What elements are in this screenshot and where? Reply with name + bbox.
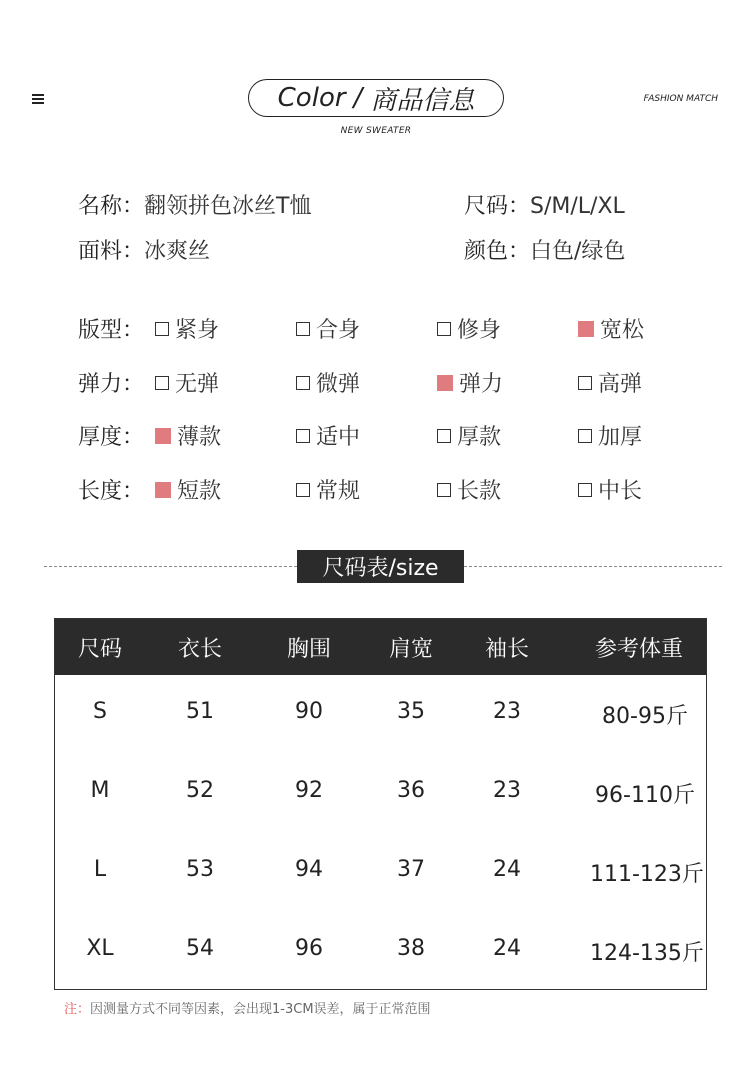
table-cell: S <box>93 699 107 724</box>
product-size <box>464 189 625 220</box>
checkbox-icon[interactable] <box>296 429 310 443</box>
tagline: FASHION MATCH <box>643 94 718 104</box>
product-color <box>464 234 625 265</box>
checkbox-icon[interactable] <box>437 429 451 443</box>
attribute-label: 厚度： <box>78 425 145 450</box>
product-size-label: 尺码： <box>464 194 531 219</box>
checkbox-icon[interactable] <box>296 376 310 390</box>
product-name-label: 名称： <box>78 194 145 219</box>
attribute-option[interactable] <box>437 313 501 344</box>
subtitle: NEW SWEATER <box>340 126 412 136</box>
checked-box-icon[interactable] <box>578 321 594 337</box>
table-cell: 96 <box>295 936 323 961</box>
table-cell: 36 <box>397 778 425 803</box>
product-color-value: 白色/绿色 <box>530 239 626 264</box>
menu-icon[interactable] <box>32 94 44 104</box>
product-size-value: S/M/L/XL <box>530 194 625 219</box>
table-cell: 35 <box>397 699 425 724</box>
attribute-label: 弹力： <box>78 372 145 397</box>
attribute-option-label: 高弹 <box>598 372 643 397</box>
attribute-option-label: 微弹 <box>316 372 361 397</box>
note-prefix: 注： <box>64 1002 91 1017</box>
table-cell: 23 <box>493 699 521 724</box>
table-cell: 52 <box>186 778 214 803</box>
table-cell: 53 <box>186 857 214 882</box>
attribute-label: 长度： <box>78 479 145 504</box>
measurement-note <box>64 998 431 1017</box>
checkbox-icon[interactable] <box>437 322 451 336</box>
table-cell: 23 <box>493 778 521 803</box>
attribute-option-label: 常规 <box>316 479 361 504</box>
checked-box-icon[interactable] <box>437 375 453 391</box>
product-color-label: 颜色： <box>464 239 531 264</box>
title-separator: / <box>353 83 363 113</box>
table-cell: 80-95斤 <box>602 704 688 729</box>
product-name <box>78 189 311 220</box>
attribute-option[interactable] <box>155 367 219 398</box>
attribute-option[interactable] <box>296 367 360 398</box>
attribute-option[interactable] <box>578 474 642 505</box>
attribute-option[interactable] <box>155 474 221 505</box>
attribute-option-label: 紧身 <box>175 318 220 343</box>
checkbox-icon[interactable] <box>578 376 592 390</box>
checkbox-icon[interactable] <box>578 483 592 497</box>
product-material <box>78 234 210 265</box>
table-cell: 124-135斤 <box>590 941 704 966</box>
table-header-cell: 尺码 <box>77 637 122 662</box>
checkbox-icon[interactable] <box>437 483 451 497</box>
page-title <box>248 79 504 117</box>
table-cell: 37 <box>397 857 425 882</box>
checkbox-icon[interactable] <box>155 322 169 336</box>
table-cell: XL <box>86 936 114 961</box>
attribute-option[interactable] <box>296 474 360 505</box>
attribute-option-label: 宽松 <box>600 318 645 343</box>
attribute-option[interactable] <box>578 367 642 398</box>
product-material-value: 冰爽丝 <box>144 239 211 264</box>
table-cell: 111-123斤 <box>590 862 704 887</box>
attribute-option-label: 修身 <box>457 318 502 343</box>
attribute-option[interactable] <box>437 474 501 505</box>
table-cell: 54 <box>186 936 214 961</box>
attribute-option[interactable] <box>437 420 501 451</box>
attribute-option-label: 薄款 <box>177 425 222 450</box>
table-cell: M <box>90 778 110 803</box>
attribute-option-label: 合身 <box>316 318 361 343</box>
table-cell: L <box>93 857 107 882</box>
table-cell: 96-110斤 <box>595 783 695 808</box>
checkbox-icon[interactable] <box>578 429 592 443</box>
attribute-option-label: 弹力 <box>459 372 504 397</box>
size-table-header <box>55 619 706 675</box>
attribute-option-label: 厚款 <box>457 425 502 450</box>
table-header-cell: 袖长 <box>484 637 529 662</box>
table-cell: 92 <box>295 778 323 803</box>
table-cell: 24 <box>493 857 521 882</box>
attribute-option-label: 加厚 <box>598 425 643 450</box>
table-cell: 90 <box>295 699 323 724</box>
checkbox-icon[interactable] <box>296 322 310 336</box>
table-header-cell: 肩宽 <box>388 637 433 662</box>
note-text: 因测量方式不同等因素，会出现1-3CM误差，属于正常范围 <box>90 1002 431 1017</box>
checked-box-icon[interactable] <box>155 482 171 498</box>
attribute-option[interactable] <box>437 367 503 398</box>
attribute-option-label: 适中 <box>316 425 361 450</box>
size-table <box>54 618 707 990</box>
checkbox-icon[interactable] <box>155 376 169 390</box>
attribute-option[interactable] <box>155 313 219 344</box>
attribute-option[interactable] <box>155 420 221 451</box>
attribute-option-label: 长款 <box>457 479 502 504</box>
product-name-value: 翻领拼色冰丝T恤 <box>144 194 312 219</box>
checkbox-icon[interactable] <box>296 483 310 497</box>
table-header-cell: 参考体重 <box>594 637 683 662</box>
product-material-label: 面料： <box>78 239 145 264</box>
table-cell: 51 <box>186 699 214 724</box>
attribute-option-label: 中长 <box>598 479 643 504</box>
attribute-option[interactable] <box>578 313 644 344</box>
size-chart-tag: 尺码表/size <box>297 550 464 583</box>
attribute-option[interactable] <box>578 420 642 451</box>
title-en: Color <box>277 83 346 113</box>
table-cell: 38 <box>397 936 425 961</box>
attribute-option-label: 短款 <box>177 479 222 504</box>
attribute-option-label: 无弹 <box>175 372 220 397</box>
title-cn: 商品信息 <box>370 85 475 116</box>
table-header-cell: 胸围 <box>286 637 331 662</box>
checked-box-icon[interactable] <box>155 428 171 444</box>
table-header-cell: 衣长 <box>177 637 222 662</box>
attribute-option[interactable] <box>296 420 360 451</box>
table-cell: 94 <box>295 857 323 882</box>
attribute-label: 版型： <box>78 318 145 343</box>
attribute-option[interactable] <box>296 313 360 344</box>
table-cell: 24 <box>493 936 521 961</box>
